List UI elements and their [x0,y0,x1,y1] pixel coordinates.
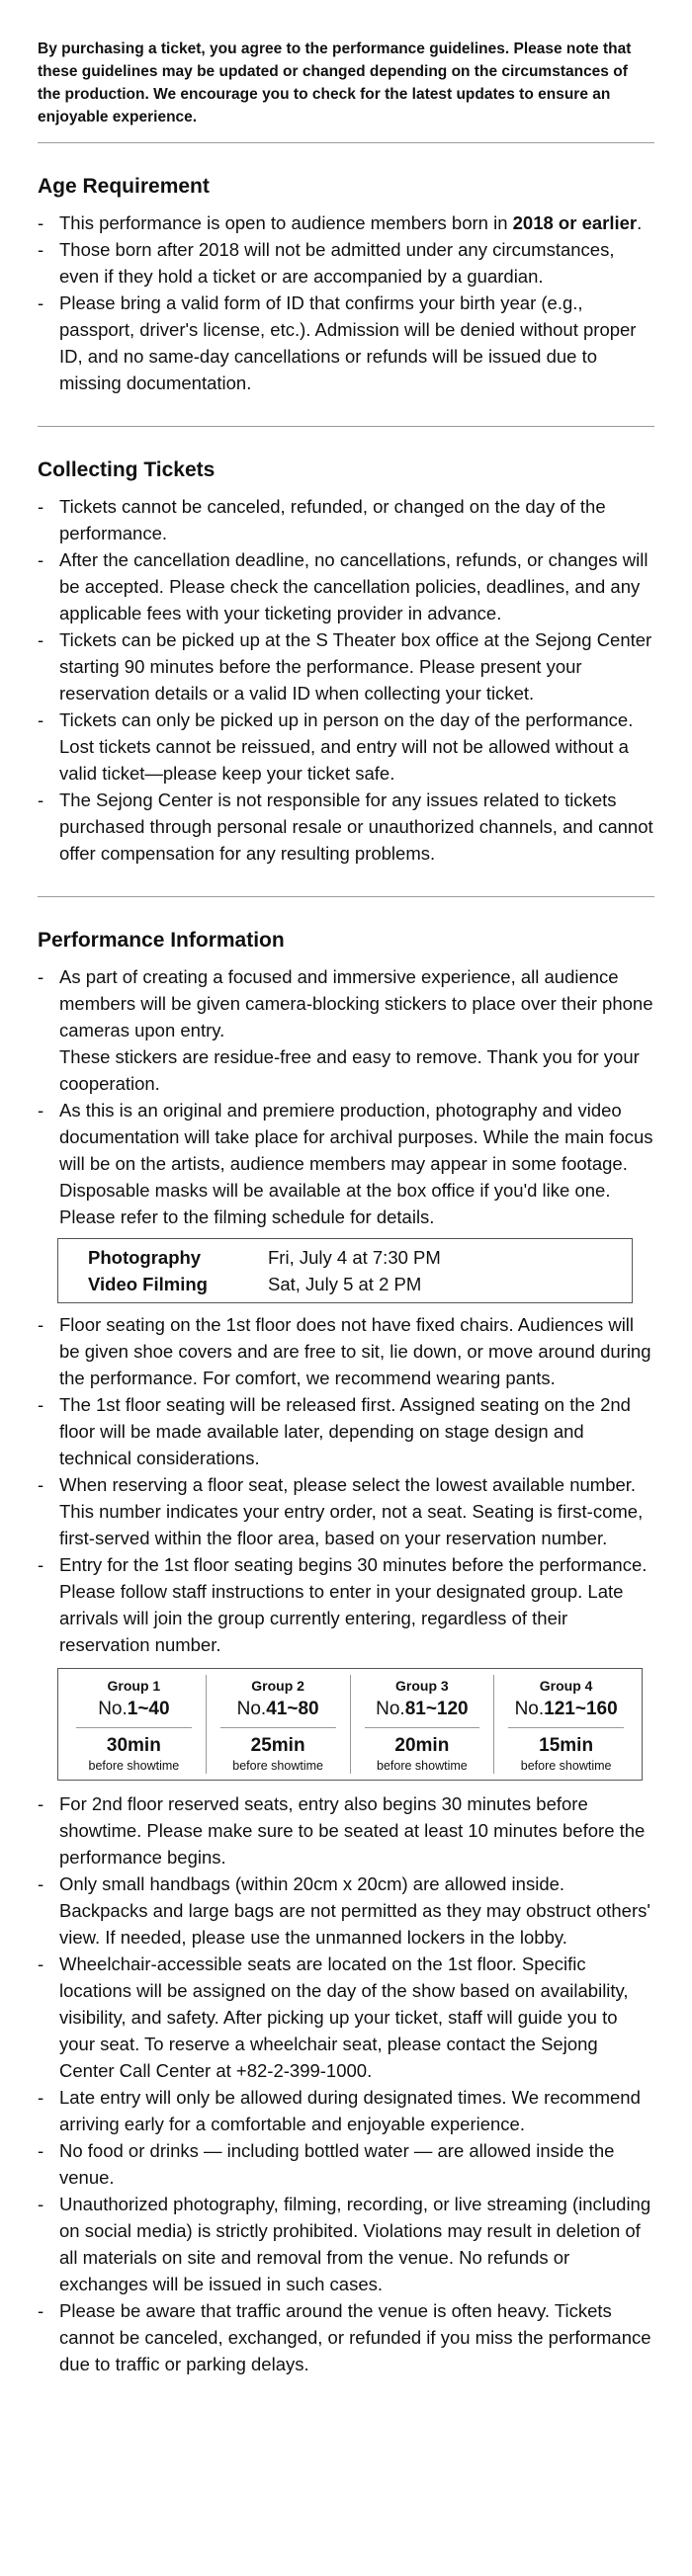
list-item: - Tickets can only be picked up in person on the day of the performance. Lost tickets cannot be reissued, and entry will not be allowed without a valid ticket—please keep your ticket safe. [38,709,634,784]
list-item: - Please be aware that traffic around the venue is often heavy. Tickets cannot be canceled, exchanged, or refunded if you miss the performance due to traffic or parking delays. [38,2300,651,2374]
list-item: - Tickets can be picked up at the S Theater box office at the Sejong Center starting 90 minutes before the performance. Please present your reservation details or a valid ID when collecting your ticket. [38,629,652,704]
list-item: - Wheelchair-accessible seats are located on the 1st floor. Specific locations will be assigned on the day of the show based on availability, visibility, and safety. After picking up your ticket, staff will guide you to your seat. To reserve a wheelchair seat, please contact the Sejong Center Call Center at +82-2-399-1000. [38,1953,629,2081]
birth-year-highlight: 2018 or earlier [512,212,638,233]
range-numbers: 81~120 [404,1699,469,1719]
bullet-text: Please be aware that traffic around the venue is often heavy. Tickets cannot be canceled, exchanged, or refunded if you miss the performance due to traffic or parking delays. [59,2300,651,2374]
bullet-text-end: . [637,212,643,233]
bullet-text: This performance is open to audience members born in [59,212,508,233]
group-name: Group 1 [107,1678,161,1694]
bullet-text: Only small handbags (within 20cm x 20cm) are allowed inside. Backpacks and large bags are not permitted as they may obstruct others' view. If needed, please use the unmanned lockers in the lobby. [59,1873,650,1948]
bullet-text: As part of creating a focused and immersive experience, all audience members will be given camera-blocking stickers to place over their phone cameras upon entry. [59,966,653,1040]
list-item: - Unauthorized photography, filming, recording, or live streaming (including on social media) is strictly prohibited. Violations may result in deletion of all materials on site and removal from the venue. No refunds or exchanges will be issued in such cases. [38,2194,651,2294]
section-title: Performance Information [38,929,285,952]
list-item: - This performance is open to audience members born in 2018 or earlier. [38,212,643,233]
section-title: Age Requirement [38,175,210,198]
group-name: Group 2 [251,1678,304,1694]
list-item: - For 2nd floor reserved seats, entry also begins 30 minutes before showtime. Please make sure to be seated at least 10 minutes before the performance begins. [38,1793,646,1868]
group-entry-note: before showtime [232,1759,323,1773]
group-range [351,1697,494,1727]
list-item: - As part of creating a focused and immersive experience, all audience members will be given camera-blocking stickers to place over their phone cameras upon entry. These stickers are residue-free and easy to remove. Thank you for your cooperation. [38,963,654,1097]
age-requirement-section [38,143,654,426]
entry-group [62,1675,207,1774]
entry-group [207,1675,351,1774]
list-item: - When reserving a floor seat, please select the lowest available number. This number indicates your entry order, not a seat. Seating is first-come, first-served within the floor area, based on your reservation number. [38,1474,644,1548]
list-item: - Tickets cannot be canceled, refunded, or changed on the day of the performance. [38,496,606,543]
bullet-text: Tickets can only be picked up in person on the day of the performance. Lost tickets cannot be reissued, and entry will not be allowed without a valid ticket—please keep your ticket safe. [59,709,634,784]
group-entry-note: before showtime [520,1759,612,1773]
performance-list [38,1790,654,2377]
filming-schedule-table [57,1238,633,1303]
bullet-text: Tickets can be picked up at the S Theater box office at the Sejong Center starting 90 minutes before the performance. Please present your reservation details or a valid ID when collecting your ticket. [59,629,652,704]
performance-list [38,963,654,1230]
bullet-text: When reserving a floor seat, please select the lowest available number. This number indicates your entry order, not a seat. Seating is first-come, first-served within the floor area, based on your reservation number. [59,1474,644,1548]
list-item: - Late entry will only be allowed during designated times. We recommend arriving early for a comfortable and enjoyable experience. [38,2087,641,2134]
age-list [38,209,654,396]
bullet-text: Late entry will only be allowed during designated times. We recommend arriving early for a comfortable and enjoyable experience. [59,2087,641,2134]
group-entry-time: 15min [539,1735,594,1756]
list-item: - The 1st floor seating will be released first. Assigned seating on the 2nd floor will be made available later, depending on stage design and technical considerations. [38,1394,631,1468]
group-entry-note: before showtime [377,1759,468,1773]
entry-group [494,1675,638,1774]
table-row [88,1271,632,1297]
group-range [207,1697,350,1727]
group-range [62,1697,206,1727]
table-row [88,1244,632,1271]
list-item: - Entry for the 1st floor seating begins 30 minutes before the performance. Please follow staff instructions to enter in your designated group. Late arrivals will join the group currently entering, regardless of their reservation number. [38,1554,648,1655]
performance-information-section [38,897,654,2407]
bullet-text: Tickets cannot be canceled, refunded, or changed on the day of the performance. [59,496,606,543]
range-prefix: No. [376,1699,405,1719]
list-item: - The Sejong Center is not responsible for any issues related to tickets purchased through personal resale or unauthorized channels, and cannot offer compensation for any resulting problems. [38,789,653,864]
list-item: - Floor seating on the 1st floor does not have fixed chairs. Audiences will be given shoe covers and are free to sit, lie down, or move around during the performance. For comfort, we recommend wearing pants. [38,1314,651,1388]
group-name: Group 3 [395,1678,449,1694]
list-item: - No food or drinks — including bottled water — are allowed inside the venue. [38,2140,615,2188]
bullet-text-continued: These stickers are residue-free and easy to remove. Thank you for your cooperation. [59,1046,640,1094]
filming-type: Photography [88,1247,202,1268]
entry-groups-table [57,1668,643,1781]
group-range [494,1697,638,1727]
filming-date: Fri, July 4 at 7:30 PM [268,1247,441,1268]
range-prefix: No. [98,1699,128,1719]
bullet-text: Those born after 2018 will not be admitted under any circumstances, even if they hold a ticket or are accompanied by a guardian. [59,239,615,287]
bullet-text: For 2nd floor reserved seats, entry also begins 30 minutes before showtime. Please make sure to be seated at least 10 minutes before the performance begins. [59,1793,646,1868]
group-entry-time: 25min [250,1735,305,1756]
filming-date: Sat, July 5 at 2 PM [268,1274,422,1294]
list-item: - Please bring a valid form of ID that confirms your birth year (e.g., passport, driver's license, etc.). Admission will be denied without proper ID, and no same-day cancellations or refunds will be issued due to missing documentation. [38,292,637,393]
bullet-text: Floor seating on the 1st floor does not have fixed chairs. Audiences will be given shoe covers and are free to sit, lie down, or move around during the performance. For comfort, we recommend wearing pants. [59,1314,651,1388]
group-name: Group 4 [539,1678,593,1694]
range-prefix: No. [514,1699,545,1719]
bullet-text: After the cancellation deadline, no cancellations, refunds, or changes will be accepted. Please check the cancellation policies, deadlines, and any applicable fees with your ticketing provider in advance. [59,549,649,623]
intro-notice: By purchasing a ticket, you agree to the performance guidelines. Please note that these guidelines may be updated or changed depending on the circumstances of the production. We encourage you to check for the latest updates to ensure an enjoyable experience. [38,41,632,125]
range-numbers: 41~80 [266,1699,319,1719]
performance-list [38,1311,654,1658]
group-entry-time: 20min [394,1735,450,1756]
entry-group [351,1675,495,1774]
list-item: - After the cancellation deadline, no cancellations, refunds, or changes will be accepted. Please check the cancellation policies, deadlines, and any applicable fees with your ticketing provider in advance. [38,549,649,623]
group-entry-time: 30min [106,1735,161,1756]
filming-type: Video Filming [88,1274,208,1294]
bullet-text: Wheelchair-accessible seats are located on the 1st floor. Specific locations will be assigned on the day of the show based on availability, visibility, and safety. After picking up your ticket, staff will guide you to your seat. To reserve a wheelchair seat, please contact the Sejong Center Call Center at +82-2-399-1000. [59,1953,629,2081]
tickets-list [38,493,654,867]
bullet-text: The Sejong Center is not responsible for any issues related to tickets purchased through personal resale or unauthorized channels, and cannot offer compensation for any resulting problems. [59,789,653,864]
group-entry-note: before showtime [88,1759,180,1773]
collecting-tickets-section [38,427,654,896]
range-prefix: No. [236,1699,267,1719]
range-numbers: 121~160 [544,1699,618,1719]
range-numbers: 1~40 [127,1699,170,1719]
bullet-text: The 1st floor seating will be released first. Assigned seating on the 2nd floor will be made available later, depending on stage design and technical considerations. [59,1394,631,1468]
bullet-text: Please bring a valid form of ID that confirms your birth year (e.g., passport, driver's license, etc.). Admission will be denied without proper ID, and no same-day cancellations or refunds will be issued due to missing documentation. [59,292,637,393]
bullet-text: As this is an original and premiere production, photography and video documentation will take place for archival purposes. While the main focus will be on the artists, audience members may appear in some footage. Disposable masks will be available at the box office if you'd like one. Please refer to the filming schedule for details. [59,1100,653,1227]
bullet-text: Unauthorized photography, filming, recording, or live streaming (including on social media) is strictly prohibited. Violations may result in deletion of all materials on site and removal from the venue. No refunds or exchanges will be issued in such cases. [59,2194,651,2294]
list-item: - As this is an original and premiere production, photography and video documentation will take place for archival purposes. While the main focus will be on the artists, audience members may appear in some footage. Disposable masks will be available at the box office if you'd like one. Please refer to the filming schedule for details. [38,1100,653,1227]
list-item: - Only small handbags (within 20cm x 20cm) are allowed inside. Backpacks and large bags are not permitted as they may obstruct others' view. If needed, please use the unmanned lockers in the lobby. [38,1873,650,1948]
bullet-text: Entry for the 1st floor seating begins 30 minutes before the performance. Please follow staff instructions to enter in your designated group. Late arrivals will join the group currently entering, regardless of their reservation number. [59,1554,648,1655]
section-title: Collecting Tickets [38,458,216,481]
list-item: - Those born after 2018 will not be admitted under any circumstances, even if they hold a ticket or are accompanied by a guardian. [38,239,615,287]
bullet-text: No food or drinks — including bottled water — are allowed inside the venue. [59,2140,615,2188]
